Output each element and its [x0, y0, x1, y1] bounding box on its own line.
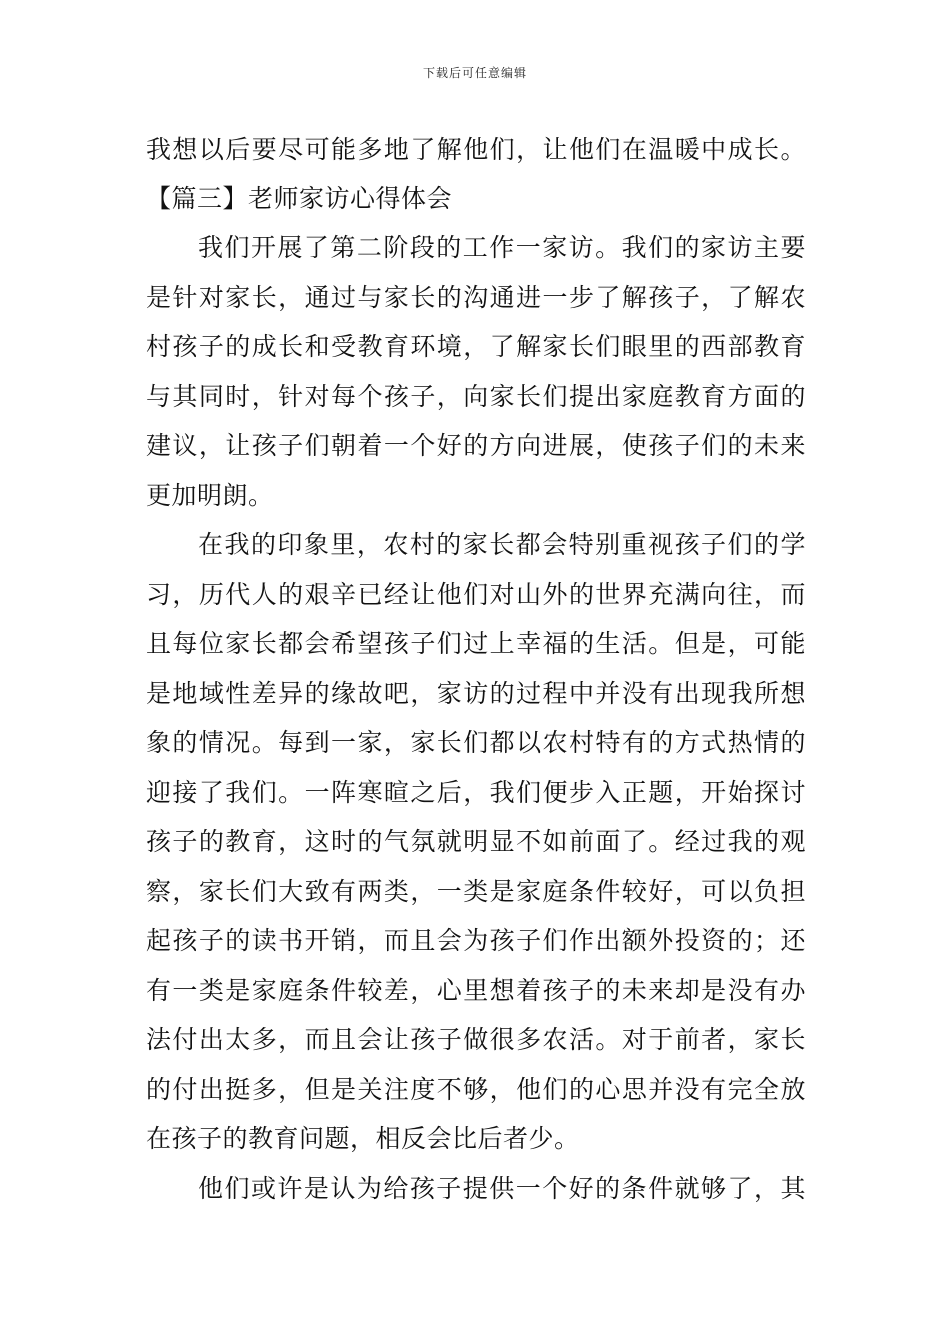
paragraph-line: 孩子的教育，这时的气氛就明显不如前面了。经过我的观 [146, 827, 806, 856]
paragraph-line: 且每位家长都会希望孩子们过上幸福的生活。但是，可能 [146, 629, 806, 658]
paragraph-line: 是针对家长，通过与家长的沟通进一步了解孩子，了解农 [146, 283, 806, 312]
paragraph-line: 在孩子的教育问题，相反会比后者少。 [146, 1124, 580, 1153]
paragraph-line: 察，家长们大致有两类，一类是家庭条件较好，可以负担 [146, 877, 806, 906]
paragraph-line: 法付出太多，而且会让孩子做很多农活。对于前者，家长 [146, 1025, 806, 1054]
paragraph-line: 迎接了我们。一阵寒暄之后，我们便步入正题，开始探讨 [146, 778, 806, 807]
page-header-note: 下载后可任意编辑 [422, 66, 527, 80]
text-line: 我想以后要尽可能多地了解他们，让他们在温暖中成长。 [146, 135, 806, 164]
paragraph-line: 象的情况。每到一家，家长们都以农村特有的方式热情的 [146, 728, 806, 757]
paragraph-line: 的付出挺多，但是关注度不够，他们的心思并没有完全放 [146, 1075, 806, 1104]
paragraph-line: 我们开展了第二阶段的工作一家访。我们的家访主要 [198, 233, 806, 262]
paragraph-line: 他们或许是认为给孩子提供一个好的条件就够了，其 [198, 1174, 806, 1203]
paragraph-line: 习，历代人的艰辛已经让他们对山外的世界充满向往，而 [146, 580, 806, 609]
paragraph-line: 有一类是家庭条件较差，心里想着孩子的未来却是没有办 [146, 976, 806, 1005]
paragraph-line: 是地域性差异的缘故吧，家访的过程中并没有出现我所想 [146, 679, 806, 708]
paragraph-line: 村孩子的成长和受教育环境，了解家长们眼里的西部教育 [146, 332, 806, 361]
paragraph-line: 建议，让孩子们朝着一个好的方向进展，使孩子们的未来 [146, 431, 806, 460]
paragraph-line: 更加明朗。 [146, 481, 274, 510]
paragraph-line: 与其同时，针对每个孩子，向家长们提出家庭教育方面的 [146, 382, 806, 411]
paragraph-line: 起孩子的读书开销，而且会为孩子们作出额外投资的；还 [146, 926, 806, 955]
section-heading: 【篇三】老师家访心得体会 [146, 184, 453, 213]
paragraph-line: 在我的印象里，农村的家长都会特别重视孩子们的学 [198, 530, 806, 559]
